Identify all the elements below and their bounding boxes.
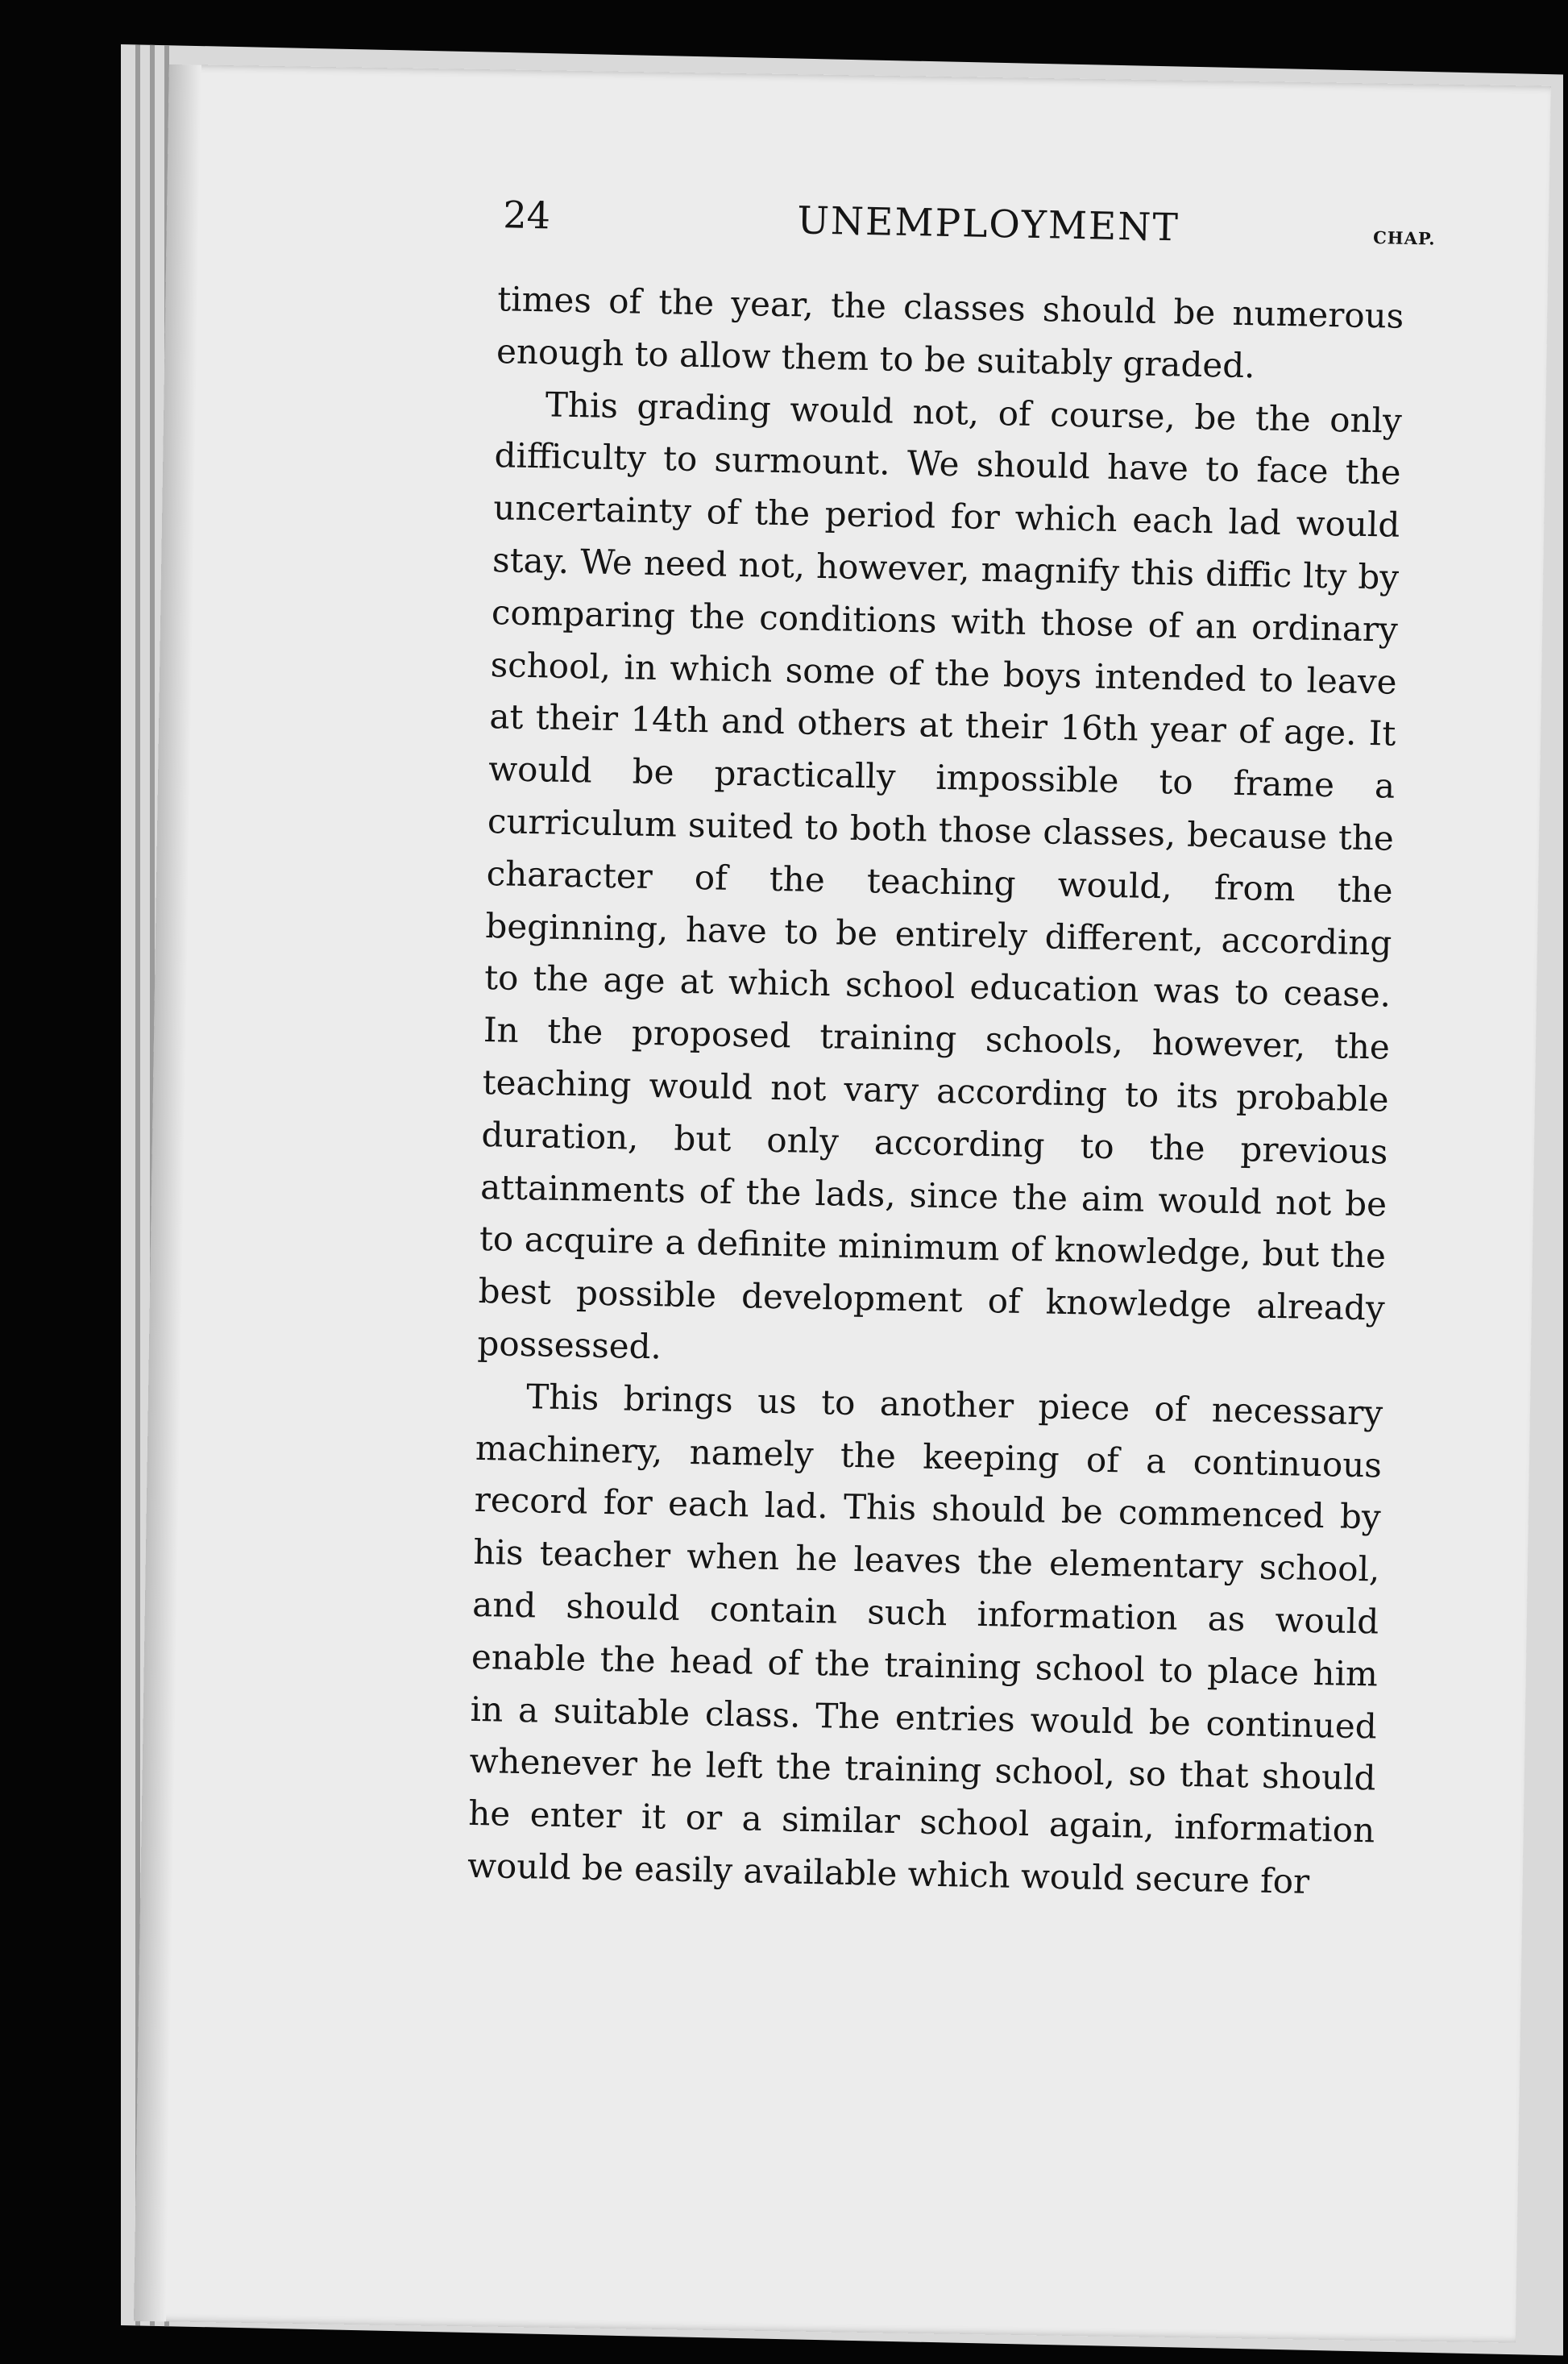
chapter-label: CHAP. [1372,227,1436,249]
paragraph: This grading would not, of course, be the only difficulty to surmount. We should have to face the uncertainty of the period for which each lad would stay. We need not, however, magnify this diffic lty by comparing the conditions with those of an ordinary school, in which some of the boys intended to leave at their 14th and others at their 16th year of age. It would be practically impossible to frame a curriculum suited to both those classes, because the character of the teaching would, from the beginning, have to be entirely different, according to the age at which school education was to cease. In the proposed training schools, however, the teaching would not vary according to its probable duration, but only according to the previous attainments of the lads, since the aim would not be to acquire a definite minimum of knowledge, but the best possible development of knowledge already possessed. [477,384,1403,1367]
paragraph-continued: times of the year, the classes should be numerous enough to allow them to be suitably graded. [496,279,1404,386]
page-text-block [290,189,1436,1909]
page-number: 24 [502,193,551,238]
body-text [467,273,1404,1909]
paragraph: This brings us to another piece of necessary machinery, namely the keeping of a continuous record for each lad. This should be commenced by his teacher when he leaves the elementary school, and should contain such information as would enable the head of the training school to place him in a suitable class. The entries would be continued whenever he left the training school, so that should he enter it or a similar school again, information would be easily available which would secure for [467,1376,1383,1901]
running-title: UNEMPLOYMENT [796,198,1180,251]
